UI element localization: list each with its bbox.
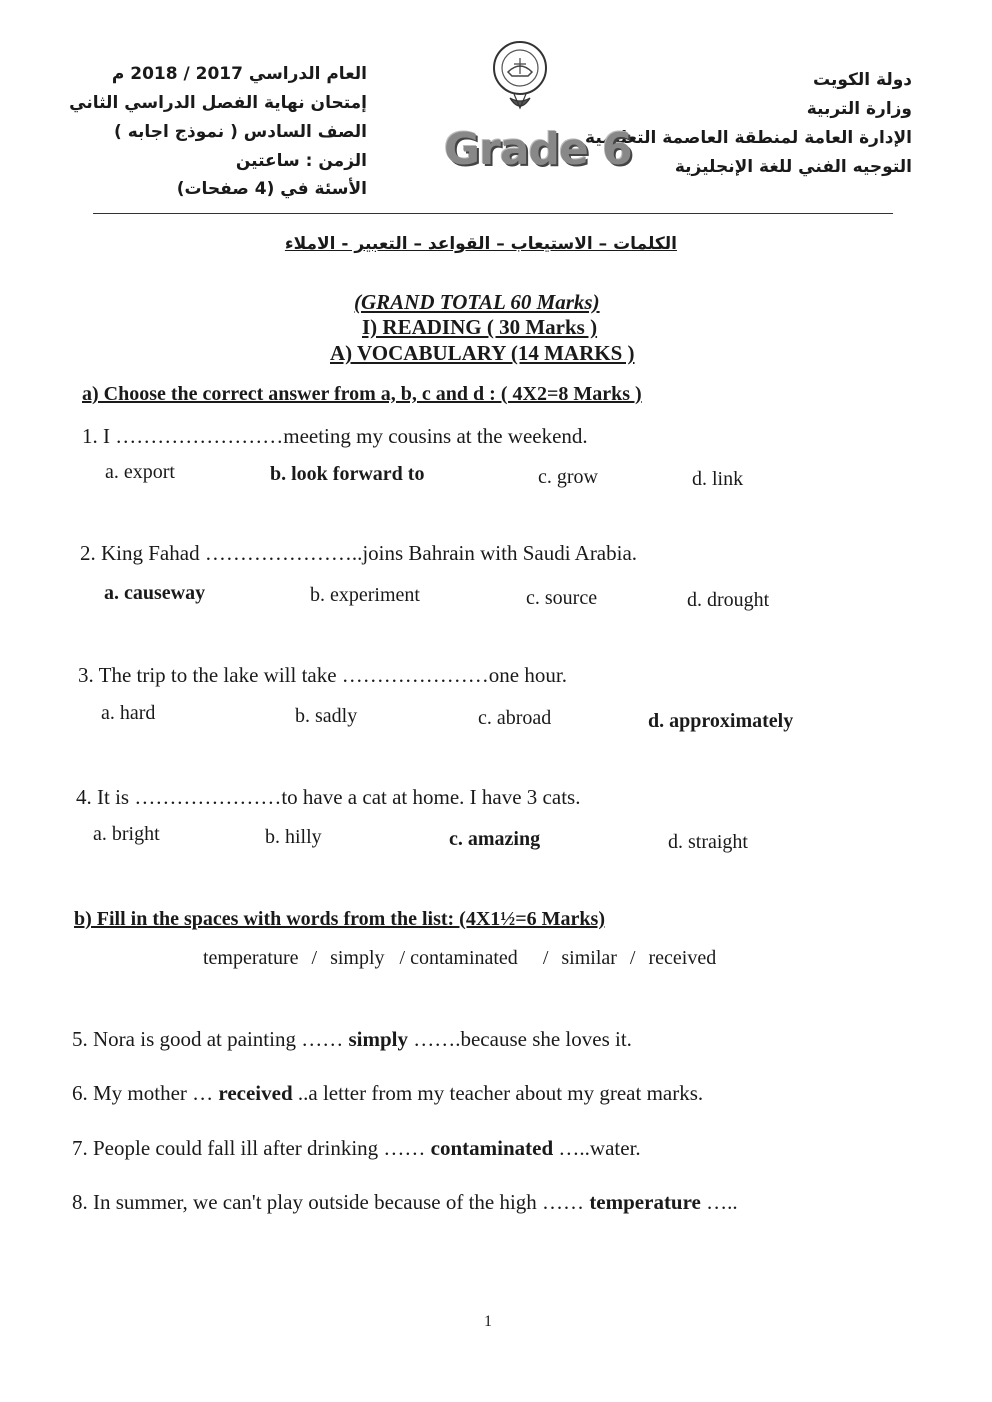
fill-sentence <box>72 1027 632 1052</box>
vocabulary-title: A) VOCABULARY (14 MARKS ) <box>330 341 635 365</box>
header-right-line-2: وزارة التربية <box>806 99 912 119</box>
reading-title: I) READING ( 30 Marks ) <box>362 315 598 339</box>
option-d: d. drought <box>687 589 770 611</box>
sentence-answer: contaminated <box>430 1136 554 1160</box>
sentence-after: ..a letter from my teacher about my great marks. <box>292 1081 704 1105</box>
option-c: c. grow <box>538 466 598 488</box>
fill-sentence <box>72 1081 703 1106</box>
option-b-correct: b. look forward to <box>270 463 425 485</box>
option-a: a. bright <box>93 823 160 845</box>
page-number: 1 <box>484 1313 492 1330</box>
header-left-line-3: الصف السادس ( نموذج اجابه ) <box>114 122 367 142</box>
part-a-heading: a) Choose the correct answer from a, b, c and d : ( 4X2=8 Marks ) <box>82 383 642 405</box>
option-a-correct: a. causeway <box>104 582 206 604</box>
question-stem: 4. It is …………………to have a cat at home. I have 3 cats. <box>76 785 581 809</box>
word-list-separator: / <box>629 947 636 969</box>
option-d: d. straight <box>668 831 748 853</box>
grade-logo: Grade 6 <box>444 124 632 175</box>
word-list-item: / contaminated <box>399 947 518 969</box>
word-list-item: temperature <box>203 947 299 969</box>
option-c-correct: c. amazing <box>449 828 541 850</box>
sentence-before: 6. My mother … <box>72 1081 219 1105</box>
header-left-line-1: العام الدراسي 2017 / 2018 م <box>111 64 367 84</box>
word-list <box>203 947 716 970</box>
word-list-item: simply <box>330 947 385 969</box>
sentence-before: 7. People could fall ill after drinking …… <box>72 1136 431 1160</box>
word-list-item: similar <box>561 947 617 969</box>
header-left-line-5: الأسئة في (4 صفحات) <box>176 179 367 199</box>
fill-sentence <box>72 1190 738 1215</box>
header-left-line-4: الزمن : ساعتين <box>235 151 367 171</box>
option-c: c. source <box>526 587 598 609</box>
sentence-before: 8. In summer, we can't play outside because of the high …… <box>72 1190 590 1214</box>
sentence-after: ….. <box>700 1190 738 1214</box>
fill-sentence <box>72 1136 641 1161</box>
sentence-answer: received <box>218 1081 293 1105</box>
header-left-line-2: إمتحان نهاية الفصل الدراسي الثاني <box>69 93 367 113</box>
word-list-item: received <box>648 947 717 969</box>
sentence-before: 5. Nora is good at painting …… <box>72 1027 349 1051</box>
option-d: d. link <box>692 468 744 490</box>
sentence-answer: temperature <box>589 1190 701 1214</box>
option-a: a. hard <box>101 702 156 724</box>
kuwait-emblem-icon <box>488 38 552 118</box>
option-b: b. sadly <box>295 705 358 727</box>
sentence-answer: simply <box>348 1027 408 1051</box>
header-right-line-3: الإدارة العامة لمنطقة العاصمة التعليمية <box>585 128 912 148</box>
option-d-correct: d. approximately <box>648 710 794 732</box>
word-list-separator: / <box>542 947 549 969</box>
sentence-after: …..water. <box>553 1136 641 1160</box>
word-list-separator: / <box>311 947 318 969</box>
header-right-line-1: دولة الكويت <box>812 70 912 90</box>
option-a: a. export <box>105 461 175 483</box>
sentence-after: …….because she loves it. <box>407 1027 632 1051</box>
header-divider <box>93 213 893 214</box>
option-c: c. abroad <box>478 707 552 729</box>
part-b-heading: b) Fill in the spaces with words from the list: (4X1½=6 Marks) <box>74 908 605 930</box>
header-right-line-4: التوجيه الفني للغة الإنجليزية <box>674 157 912 177</box>
subjects-line: الكلمات – الاستيعاب – القواعد – التعبير - الاملاء <box>284 234 677 254</box>
question-stem: 1. I ……………………meeting my cousins at the weekend. <box>82 424 588 448</box>
option-b: b. hilly <box>265 826 322 848</box>
question-stem: 2. King Fahad …………………..joins Bahrain with Saudi Arabia. <box>80 541 638 565</box>
option-b: b. experiment <box>310 584 420 606</box>
question-stem: 3. The trip to the lake will take …………………one hour. <box>78 663 567 687</box>
grand-total-title: (GRAND TOTAL 60 Marks) <box>354 290 600 314</box>
